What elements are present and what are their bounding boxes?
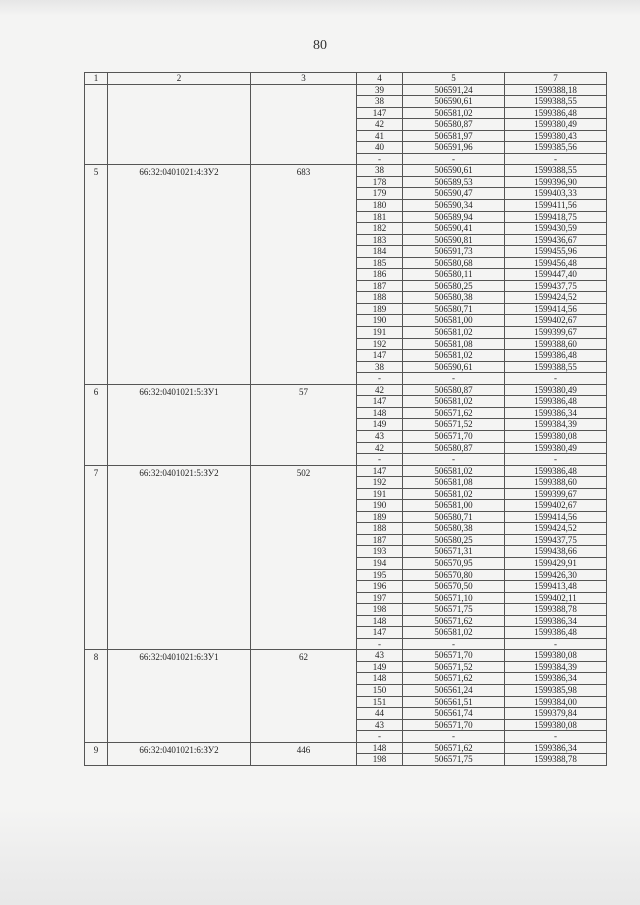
x-coordinate-cell: 506581,97: [403, 130, 505, 142]
x-coordinate-cell: -: [403, 454, 505, 466]
table-row: [85, 84, 607, 96]
parcel-number-cell: 7: [85, 465, 108, 650]
cadastral-number-cell: 66:32:0401021:5:ЗУ2: [108, 465, 251, 650]
x-coordinate-cell: 506590,47: [403, 188, 505, 200]
x-coordinate-cell: 506580,68: [403, 257, 505, 269]
y-coordinate-cell: 1599380,08: [505, 719, 607, 731]
y-coordinate-cell: 1599402,67: [505, 315, 607, 327]
y-coordinate-cell: -: [505, 373, 607, 385]
area-cell: 62: [251, 650, 357, 742]
area-cell: 502: [251, 465, 357, 650]
y-coordinate-cell: 1599384,39: [505, 661, 607, 673]
y-coordinate-cell: 1599414,56: [505, 511, 607, 523]
parcel-number-cell: 6: [85, 384, 108, 465]
y-coordinate-cell: 1599386,48: [505, 627, 607, 639]
point-number-cell: 40: [357, 142, 403, 154]
x-coordinate-cell: 506590,34: [403, 200, 505, 212]
y-coordinate-cell: 1599380,43: [505, 130, 607, 142]
x-coordinate-cell: 506580,87: [403, 384, 505, 396]
x-coordinate-cell: 506571,62: [403, 407, 505, 419]
y-coordinate-cell: 1599430,59: [505, 223, 607, 235]
y-coordinate-cell: 1599380,08: [505, 430, 607, 442]
x-coordinate-cell: 506591,24: [403, 84, 505, 96]
y-coordinate-cell: 1599437,75: [505, 534, 607, 546]
y-coordinate-cell: 1599384,39: [505, 419, 607, 431]
header-col-7: 7: [505, 73, 607, 85]
x-coordinate-cell: 506591,96: [403, 142, 505, 154]
point-number-cell: 185: [357, 257, 403, 269]
y-coordinate-cell: 1599386,48: [505, 350, 607, 362]
table-header: [85, 73, 607, 85]
x-coordinate-cell: 506590,61: [403, 361, 505, 373]
y-coordinate-cell: 1599380,49: [505, 119, 607, 131]
x-coordinate-cell: 506571,75: [403, 754, 505, 766]
x-coordinate-cell: 506580,38: [403, 292, 505, 304]
x-coordinate-cell: 506581,02: [403, 327, 505, 339]
point-number-cell: 188: [357, 523, 403, 535]
y-coordinate-cell: 1599402,11: [505, 592, 607, 604]
point-number-cell: 39: [357, 84, 403, 96]
y-coordinate-cell: 1599399,67: [505, 488, 607, 500]
point-number-cell: 191: [357, 327, 403, 339]
cadastral-number-cell: 66:32:0401021:4:ЗУ2: [108, 165, 251, 384]
point-number-cell: 178: [357, 176, 403, 188]
point-number-cell: 43: [357, 650, 403, 662]
y-coordinate-cell: 1599384,00: [505, 696, 607, 708]
point-number-cell: 183: [357, 234, 403, 246]
parcel-number-cell: 8: [85, 650, 108, 742]
point-number-cell: 42: [357, 442, 403, 454]
point-number-cell: -: [357, 373, 403, 385]
table-body: [85, 84, 607, 765]
y-coordinate-cell: -: [505, 153, 607, 165]
point-number-cell: 41: [357, 130, 403, 142]
y-coordinate-cell: 1599388,55: [505, 165, 607, 177]
y-coordinate-cell: 1599414,56: [505, 303, 607, 315]
y-coordinate-cell: 1599388,60: [505, 477, 607, 489]
point-number-cell: 196: [357, 581, 403, 593]
y-coordinate-cell: 1599380,49: [505, 442, 607, 454]
x-coordinate-cell: 506581,02: [403, 627, 505, 639]
point-number-cell: 149: [357, 661, 403, 673]
y-coordinate-cell: 1599386,34: [505, 673, 607, 685]
point-number-cell: 198: [357, 754, 403, 766]
parcel-number-cell: 5: [85, 165, 108, 384]
y-coordinate-cell: 1599380,08: [505, 650, 607, 662]
x-coordinate-cell: 506561,24: [403, 684, 505, 696]
x-coordinate-cell: 506571,52: [403, 661, 505, 673]
x-coordinate-cell: 506571,62: [403, 673, 505, 685]
point-number-cell: 147: [357, 107, 403, 119]
point-number-cell: -: [357, 638, 403, 650]
x-coordinate-cell: 506581,02: [403, 350, 505, 362]
x-coordinate-cell: 506581,08: [403, 338, 505, 350]
y-coordinate-cell: 1599386,48: [505, 396, 607, 408]
x-coordinate-cell: 506571,31: [403, 546, 505, 558]
x-coordinate-cell: 506570,95: [403, 557, 505, 569]
point-number-cell: 148: [357, 742, 403, 754]
x-coordinate-cell: 506580,87: [403, 442, 505, 454]
x-coordinate-cell: 506581,00: [403, 315, 505, 327]
x-coordinate-cell: 506571,52: [403, 419, 505, 431]
point-number-cell: 184: [357, 246, 403, 258]
y-coordinate-cell: -: [505, 638, 607, 650]
point-number-cell: 198: [357, 604, 403, 616]
x-coordinate-cell: 506561,74: [403, 708, 505, 720]
point-number-cell: 197: [357, 592, 403, 604]
point-number-cell: 147: [357, 627, 403, 639]
point-number-cell: 189: [357, 511, 403, 523]
y-coordinate-cell: 1599386,34: [505, 407, 607, 419]
y-coordinate-cell: 1599424,52: [505, 292, 607, 304]
y-coordinate-cell: 1599380,49: [505, 384, 607, 396]
x-coordinate-cell: 506581,00: [403, 500, 505, 512]
point-number-cell: 193: [357, 546, 403, 558]
header-row: [85, 73, 607, 85]
x-coordinate-cell: 506590,61: [403, 96, 505, 108]
point-number-cell: 148: [357, 673, 403, 685]
x-coordinate-cell: 506590,41: [403, 223, 505, 235]
y-coordinate-cell: 1599403,33: [505, 188, 607, 200]
point-number-cell: 150: [357, 684, 403, 696]
point-number-cell: 147: [357, 396, 403, 408]
parcel-number-cell: 9: [85, 742, 108, 765]
point-number-cell: 188: [357, 292, 403, 304]
table-row: [85, 384, 607, 396]
y-coordinate-cell: -: [505, 731, 607, 743]
point-number-cell: 191: [357, 488, 403, 500]
point-number-cell: -: [357, 153, 403, 165]
x-coordinate-cell: 506580,25: [403, 280, 505, 292]
point-number-cell: 147: [357, 465, 403, 477]
x-coordinate-cell: 506571,70: [403, 650, 505, 662]
y-coordinate-cell: 1599379,84: [505, 708, 607, 720]
y-coordinate-cell: 1599429,91: [505, 557, 607, 569]
y-coordinate-cell: 1599456,48: [505, 257, 607, 269]
x-coordinate-cell: 506581,02: [403, 107, 505, 119]
y-coordinate-cell: 1599413,48: [505, 581, 607, 593]
x-coordinate-cell: 506591,73: [403, 246, 505, 258]
y-coordinate-cell: 1599426,30: [505, 569, 607, 581]
table-row: [85, 650, 607, 662]
y-coordinate-cell: 1599388,60: [505, 338, 607, 350]
x-coordinate-cell: 506589,94: [403, 211, 505, 223]
y-coordinate-cell: 1599388,78: [505, 604, 607, 616]
header-col-2: 2: [108, 73, 251, 85]
parcel-number-cell: [85, 84, 108, 165]
y-coordinate-cell: 1599386,34: [505, 742, 607, 754]
point-number-cell: 187: [357, 534, 403, 546]
point-number-cell: 148: [357, 615, 403, 627]
y-coordinate-cell: 1599399,67: [505, 327, 607, 339]
point-number-cell: -: [357, 731, 403, 743]
header-col-4: 4: [357, 73, 403, 85]
x-coordinate-cell: 506571,70: [403, 719, 505, 731]
x-coordinate-cell: -: [403, 373, 505, 385]
point-number-cell: 195: [357, 569, 403, 581]
point-number-cell: 148: [357, 407, 403, 419]
y-coordinate-cell: 1599447,40: [505, 269, 607, 281]
y-coordinate-cell: 1599388,18: [505, 84, 607, 96]
y-coordinate-cell: 1599385,98: [505, 684, 607, 696]
point-number-cell: 42: [357, 384, 403, 396]
point-number-cell: 44: [357, 708, 403, 720]
point-number-cell: 189: [357, 303, 403, 315]
point-number-cell: 38: [357, 361, 403, 373]
cadastral-number-cell: 66:32:0401021:6:ЗУ1: [108, 650, 251, 742]
coordinates-table: [84, 72, 607, 766]
point-number-cell: 194: [357, 557, 403, 569]
point-number-cell: 147: [357, 350, 403, 362]
point-number-cell: 149: [357, 419, 403, 431]
y-coordinate-cell: 1599455,96: [505, 246, 607, 258]
point-number-cell: 192: [357, 338, 403, 350]
x-coordinate-cell: -: [403, 153, 505, 165]
point-number-cell: 38: [357, 165, 403, 177]
y-coordinate-cell: 1599436,67: [505, 234, 607, 246]
point-number-cell: 192: [357, 477, 403, 489]
x-coordinate-cell: 506580,38: [403, 523, 505, 535]
x-coordinate-cell: 506561,51: [403, 696, 505, 708]
point-number-cell: 151: [357, 696, 403, 708]
y-coordinate-cell: 1599411,56: [505, 200, 607, 212]
x-coordinate-cell: -: [403, 731, 505, 743]
point-number-cell: 180: [357, 200, 403, 212]
x-coordinate-cell: 506571,62: [403, 615, 505, 627]
point-number-cell: 43: [357, 719, 403, 731]
x-coordinate-cell: 506571,75: [403, 604, 505, 616]
table-row: [85, 165, 607, 177]
x-coordinate-cell: 506580,71: [403, 511, 505, 523]
x-coordinate-cell: 506571,62: [403, 742, 505, 754]
x-coordinate-cell: 506571,10: [403, 592, 505, 604]
point-number-cell: 179: [357, 188, 403, 200]
page-number: 80: [313, 38, 327, 53]
y-coordinate-cell: 1599386,34: [505, 615, 607, 627]
point-number-cell: 187: [357, 280, 403, 292]
x-coordinate-cell: 506580,71: [403, 303, 505, 315]
x-coordinate-cell: 506581,02: [403, 396, 505, 408]
y-coordinate-cell: 1599388,55: [505, 361, 607, 373]
cadastral-number-cell: [108, 84, 251, 165]
y-coordinate-cell: 1599385,56: [505, 142, 607, 154]
x-coordinate-cell: 506580,25: [403, 534, 505, 546]
y-coordinate-cell: 1599402,67: [505, 500, 607, 512]
x-coordinate-cell: 506580,87: [403, 119, 505, 131]
y-coordinate-cell: 1599438,66: [505, 546, 607, 558]
x-coordinate-cell: 506570,50: [403, 581, 505, 593]
x-coordinate-cell: -: [403, 638, 505, 650]
header-col-1: 1: [85, 73, 108, 85]
scan-bottom-shadow: [0, 808, 640, 905]
y-coordinate-cell: 1599388,55: [505, 96, 607, 108]
y-coordinate-cell: -: [505, 454, 607, 466]
point-number-cell: 181: [357, 211, 403, 223]
point-number-cell: 186: [357, 269, 403, 281]
x-coordinate-cell: 506590,61: [403, 165, 505, 177]
y-coordinate-cell: 1599418,75: [505, 211, 607, 223]
header-col-3: 3: [251, 73, 357, 85]
cadastral-number-cell: 66:32:0401021:5:ЗУ1: [108, 384, 251, 465]
x-coordinate-cell: 506571,70: [403, 430, 505, 442]
table-row: [85, 742, 607, 754]
y-coordinate-cell: 1599386,48: [505, 465, 607, 477]
point-number-cell: 182: [357, 223, 403, 235]
area-cell: 57: [251, 384, 357, 465]
y-coordinate-cell: 1599424,52: [505, 523, 607, 535]
point-number-cell: 43: [357, 430, 403, 442]
x-coordinate-cell: 506581,08: [403, 477, 505, 489]
x-coordinate-cell: 506589,53: [403, 176, 505, 188]
area-cell: 446: [251, 742, 357, 765]
y-coordinate-cell: 1599386,48: [505, 107, 607, 119]
point-number-cell: 190: [357, 315, 403, 327]
header-col-5: 5: [403, 73, 505, 85]
point-number-cell: 190: [357, 500, 403, 512]
area-cell: 683: [251, 165, 357, 384]
x-coordinate-cell: 506570,80: [403, 569, 505, 581]
scan-top-shadow: [0, 0, 640, 16]
x-coordinate-cell: 506581,02: [403, 465, 505, 477]
x-coordinate-cell: 506590,81: [403, 234, 505, 246]
point-number-cell: 38: [357, 96, 403, 108]
point-number-cell: 42: [357, 119, 403, 131]
table-row: [85, 465, 607, 477]
point-number-cell: -: [357, 454, 403, 466]
y-coordinate-cell: 1599437,75: [505, 280, 607, 292]
y-coordinate-cell: 1599388,78: [505, 754, 607, 766]
x-coordinate-cell: 506581,02: [403, 488, 505, 500]
cadastral-number-cell: 66:32:0401021:6:ЗУ2: [108, 742, 251, 765]
x-coordinate-cell: 506580,11: [403, 269, 505, 281]
area-cell: [251, 84, 357, 165]
y-coordinate-cell: 1599396,90: [505, 176, 607, 188]
